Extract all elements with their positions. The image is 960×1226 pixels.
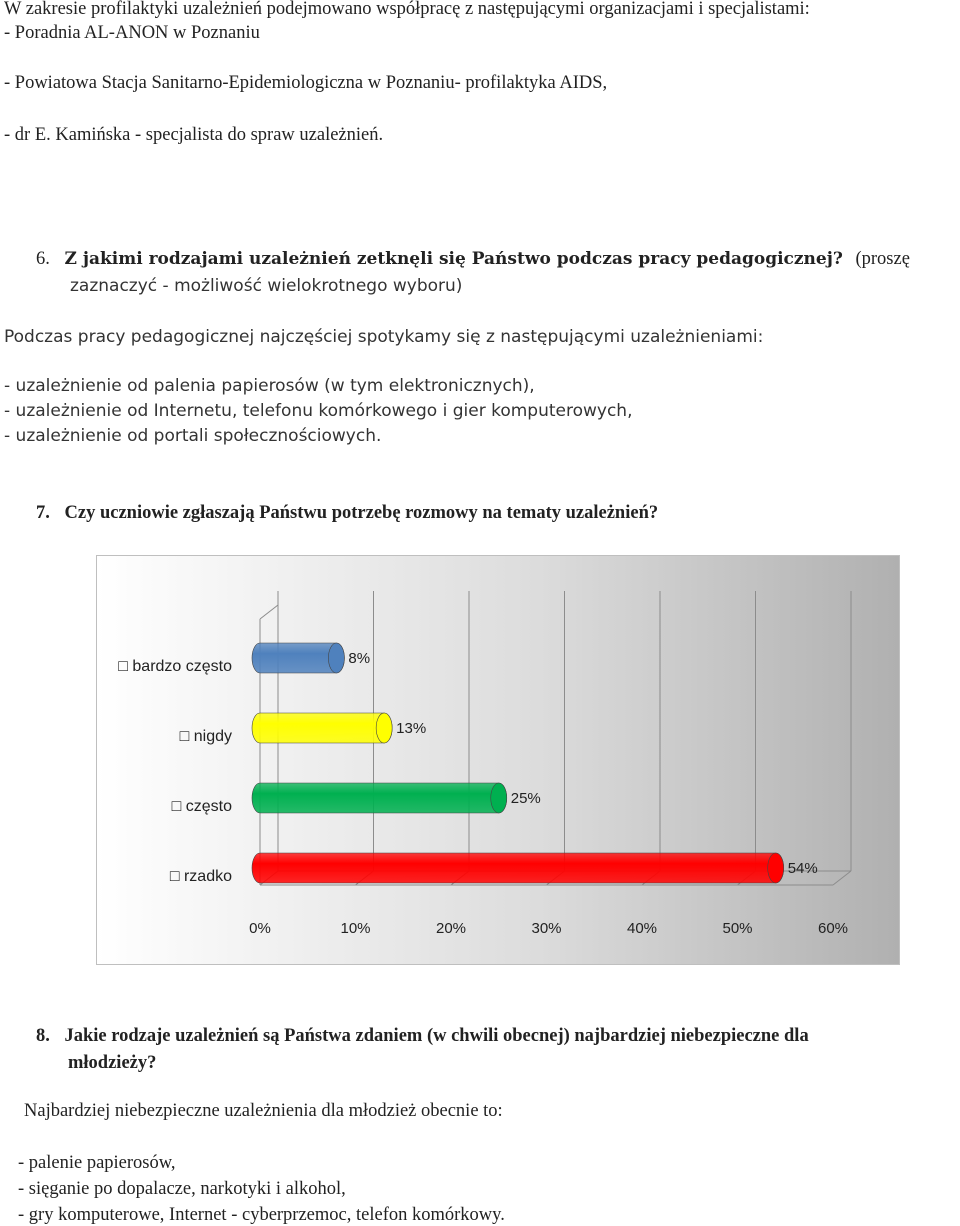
- chart-q7: [96, 555, 900, 965]
- bar: [252, 853, 784, 883]
- question-8-text-2: młodzieży?: [68, 1053, 157, 1073]
- bar-body: [252, 713, 392, 743]
- data-label: 25%: [510, 790, 541, 807]
- bar: [252, 713, 392, 743]
- question-8-item-2: - sięganie po dopalacze, narkotyki i alkohol,: [18, 1179, 346, 1199]
- question-6-note-1: (proszę: [855, 249, 910, 269]
- category-label: □ rzadko: [169, 868, 232, 885]
- question-6: [36, 250, 910, 269]
- question-7-number: 7.: [36, 503, 50, 523]
- question-6-text: Z jakimi rodzajami uzależnień zetknęli się Państwo podczas pracy pedagogicznej?: [64, 249, 843, 269]
- data-label: 8%: [348, 650, 371, 667]
- bar-cap: [491, 783, 507, 813]
- x-tick-label: 40%: [626, 920, 658, 937]
- x-tick-label: 50%: [722, 920, 753, 937]
- category-label: □ bardzo często: [118, 658, 232, 675]
- question-8-item-3: - gry komputerowe, Internet - cyberprzemoc, telefon komórkowy.: [18, 1205, 505, 1225]
- question-6-item-2: - uzależnienie od Internetu, telefonu komórkowego i gier komputerowych,: [4, 401, 633, 421]
- question-8-answer-intro: Najbardziej niebezpieczne uzależnienia dla młodzież obecnie to:: [24, 1101, 503, 1121]
- question-8-item-1: - palenie papierosów,: [18, 1153, 176, 1173]
- bar-cap: [328, 643, 344, 673]
- question-7-text: Czy uczniowie zgłaszają Państwu potrzebę rozmowy na tematy uzależnień?: [64, 503, 659, 523]
- x-tick-label: 0%: [249, 920, 271, 937]
- question-8-number: 8.: [36, 1026, 50, 1046]
- category-label: □ nigdy: [179, 728, 232, 745]
- bar-body: [252, 783, 507, 813]
- bar-cap: [768, 853, 784, 883]
- question-6-note-2: zaznaczyć - możliwość wielokrotnego wyboru): [70, 276, 463, 296]
- x-tick-label: 30%: [531, 920, 562, 937]
- x-tick-label: 10%: [340, 920, 371, 937]
- intro-line-3: - Powiatowa Stacja Sanitarno-Epidemiologiczna w Poznaniu- profilaktyka AIDS,: [4, 73, 608, 93]
- bar-chart: [96, 555, 900, 965]
- intro-line-1: W zakresie profilaktyki uzależnień podejmowano współpracę z następującymi organizacjami i specjalistami:: [4, 0, 810, 19]
- bar: [252, 783, 507, 813]
- question-6-item-1: - uzależnienie od palenia papierosów (w tym elektronicznych),: [4, 376, 535, 396]
- data-label: 13%: [396, 720, 427, 737]
- question-6-number: 6.: [36, 249, 50, 269]
- question-8: [36, 1027, 809, 1046]
- category-label: □ często: [171, 798, 232, 815]
- bar-body: [252, 853, 784, 883]
- x-tick-label: 20%: [435, 920, 467, 937]
- bar: [252, 643, 344, 673]
- bar-cap: [376, 713, 392, 743]
- data-label: 54%: [787, 860, 818, 877]
- question-8-text-1: Jakie rodzaje uzależnień są Państwa zdaniem (w chwili obecnej) najbardziej niebezpieczne dla: [64, 1026, 809, 1046]
- chart-background: [97, 556, 900, 965]
- x-tick-label: 60%: [817, 920, 849, 937]
- question-6-item-3: - uzależnienie od portali społecznościowych.: [4, 426, 382, 446]
- intro-line-4: - dr E. Kamińska - specjalista do spraw uzależnień.: [4, 125, 384, 145]
- question-6-answer-intro: Podczas pracy pedagogicznej najczęściej spotykamy się z następującymi uzależnieniami:: [4, 327, 764, 347]
- question-7: [36, 504, 658, 523]
- intro-line-2: - Poradnia AL-ANON w Poznaniu: [4, 23, 260, 43]
